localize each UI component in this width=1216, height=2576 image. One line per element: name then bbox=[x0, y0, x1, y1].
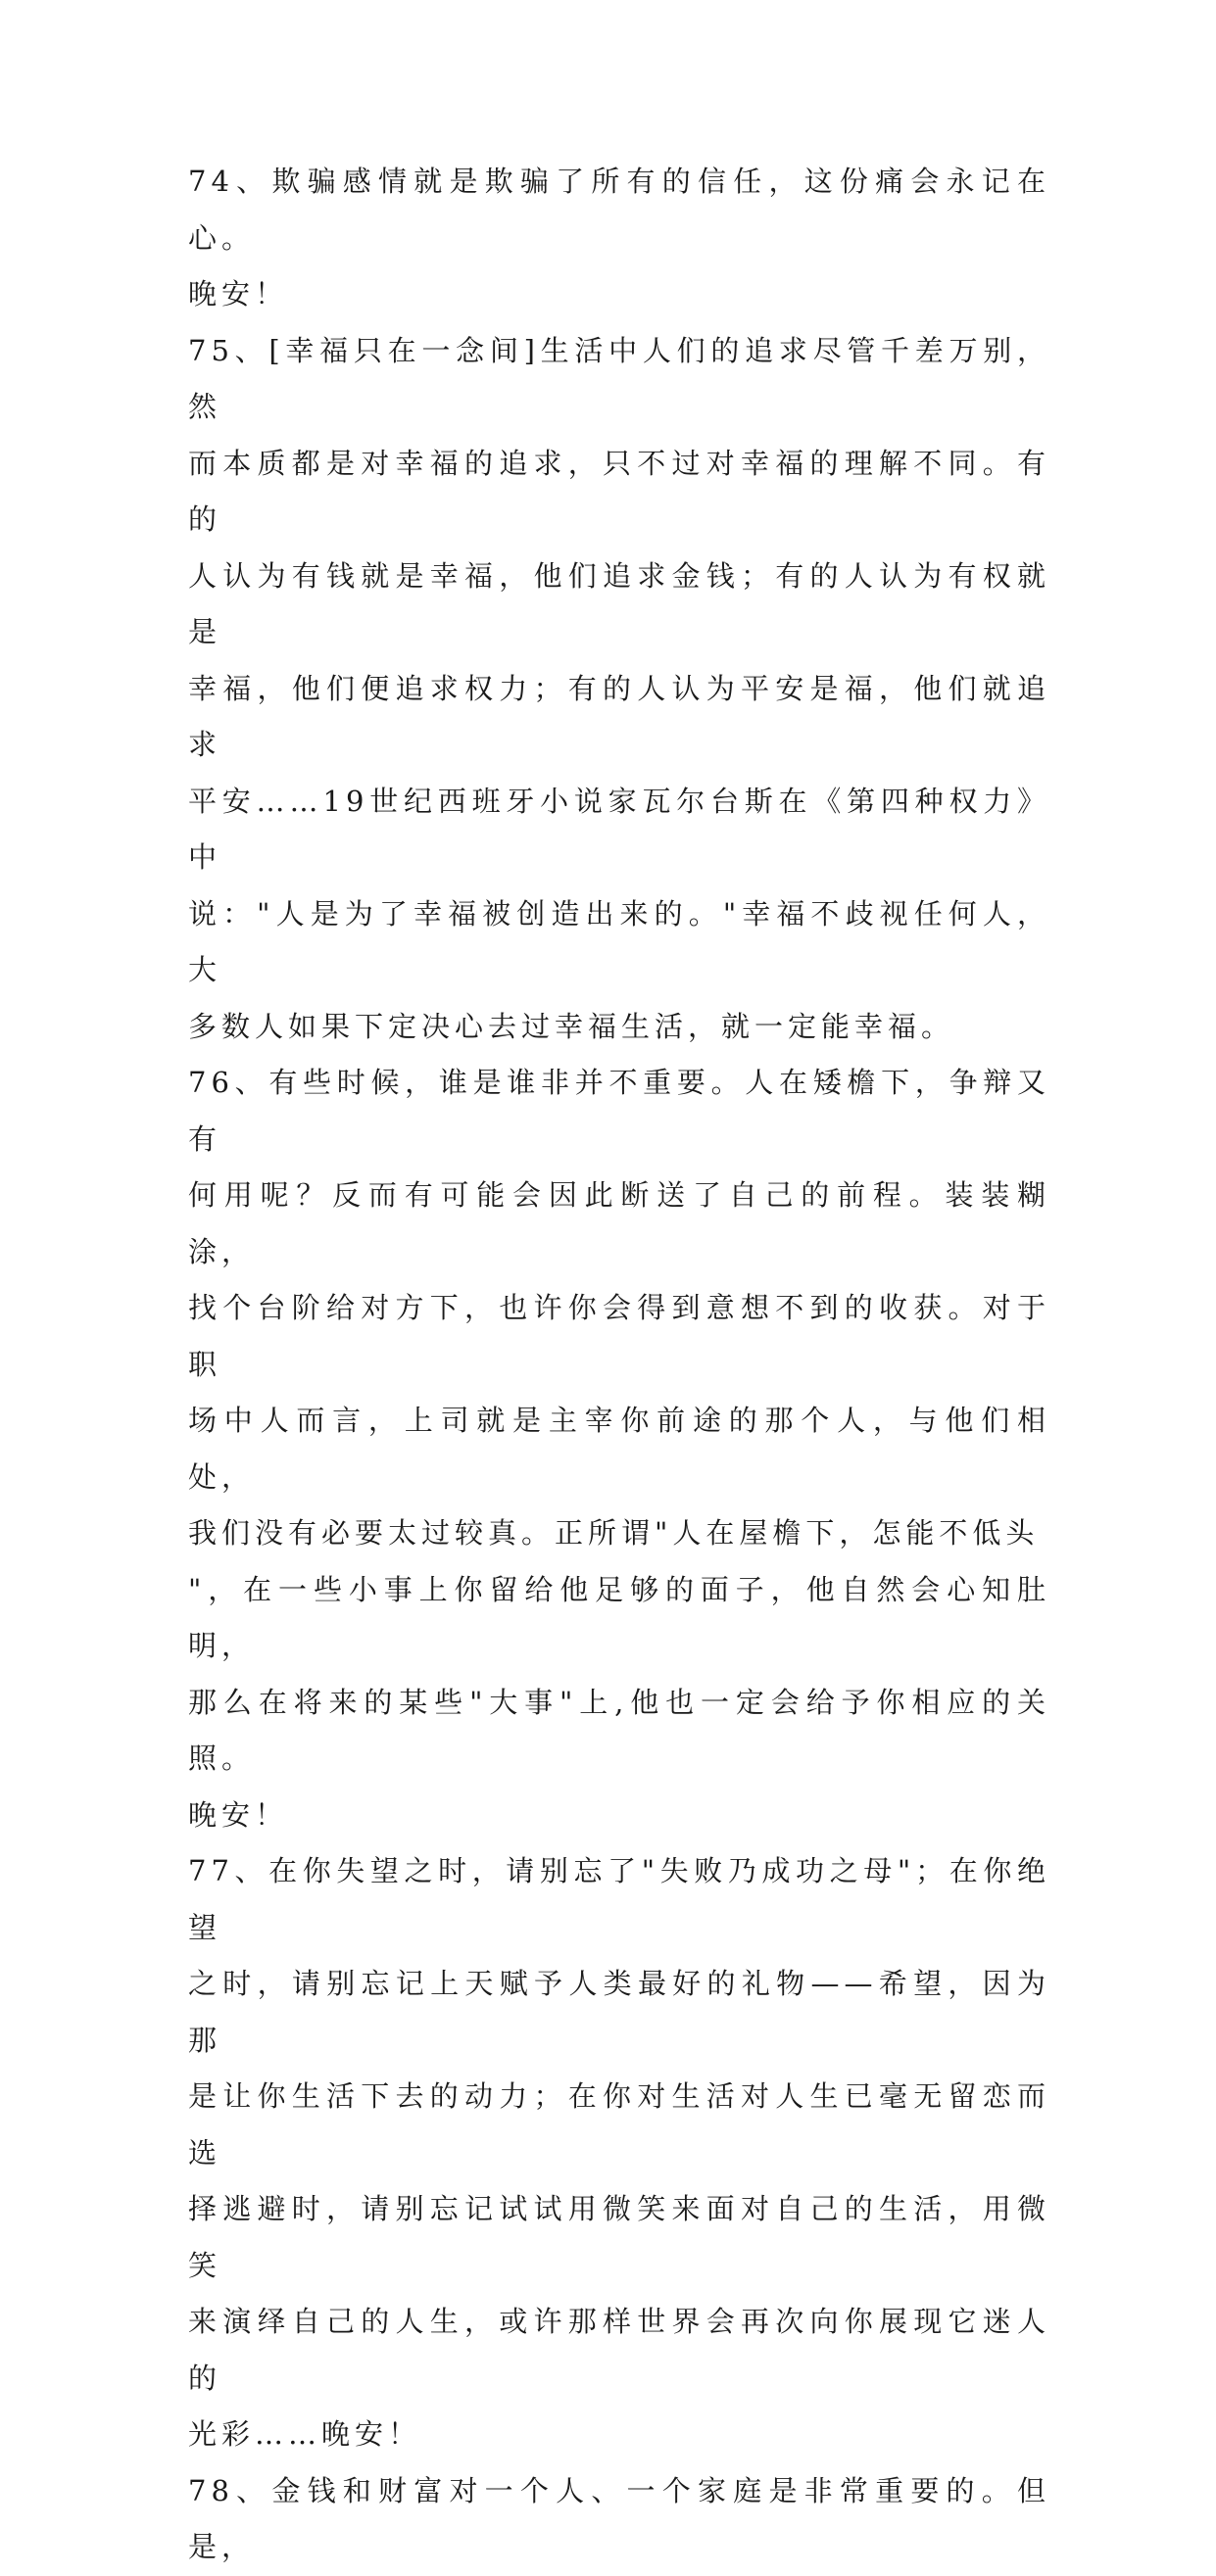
text-line: 择逃避时，请别忘记试试用微笑来面对自己的生活，用微笑 bbox=[188, 2192, 1050, 2282]
text-line: 平安……19世纪西班牙小说家瓦尔台斯在《第四种权力》中 bbox=[188, 784, 1050, 874]
paragraph-78 bbox=[188, 2463, 1050, 2576]
text-line: 78、金钱和财富对一个人、一个家庭是非常重要的。但是， bbox=[188, 2473, 1050, 2563]
text-line: 晚安！ bbox=[188, 1797, 289, 1832]
text-line: 74、欺骗感情就是欺骗了所有的信任，这份痛会永记在心。 bbox=[188, 165, 1050, 255]
text-line: 人认为有钱就是幸福，他们追求金钱；有的人认为有权就是 bbox=[188, 558, 1050, 648]
text-line: 是让你生活下去的动力；在你对生活对人生已毫无留恋而选 bbox=[188, 2079, 1050, 2170]
text-line: 那么在将来的某些"大事"上,他也一定会给予你相应的关照。 bbox=[188, 1685, 1050, 1775]
text-line: 77、在你失望之时，请别忘了"失败乃成功之母"；在你绝望 bbox=[188, 1854, 1050, 1944]
text-line: 76、有些时候，谁是谁非并不重要。人在矮檐下，争辩又有 bbox=[188, 1066, 1050, 1156]
paragraph-75 bbox=[188, 323, 1050, 1056]
text-line: 幸福，他们便追求权力；有的人认为平安是福，他们就追求 bbox=[188, 671, 1050, 761]
text-line: 场中人而言，上司就是主宰你前途的那个人，与他们相处， bbox=[188, 1404, 1050, 1494]
text-line: 光彩……晚安！ bbox=[188, 2417, 422, 2451]
paragraph-76 bbox=[188, 1055, 1050, 1843]
text-line: 何用呢？反而有可能会因此断送了自己的前程。装装糊涂， bbox=[188, 1178, 1050, 1268]
text-line: "，在一些小事上你留给他足够的面子，他自然会心知肚明， bbox=[188, 1572, 1050, 1662]
text-line: 75、[幸福只在一念间]生活中人们的追求尽管千差万别，然 bbox=[188, 333, 1050, 423]
paragraph-77 bbox=[188, 1843, 1050, 2463]
text-line: 说："人是为了幸福被创造出来的。"幸福不歧视任何人，大 bbox=[188, 896, 1050, 986]
text-line: 找个台阶给对方下，也许你会得到意想不到的收获。对于职 bbox=[188, 1291, 1050, 1381]
text-line: 来演绎自己的人生，或许那样世界会再次向你展现它迷人的 bbox=[188, 2305, 1050, 2395]
paragraph-74 bbox=[188, 154, 1050, 323]
text-line: 而本质都是对幸福的追求，只不过对幸福的理解不同。有的 bbox=[188, 446, 1050, 536]
text-line: 多数人如果下定决心去过幸福生活，就一定能幸福。 bbox=[188, 1009, 955, 1043]
text-line: 我们没有必要太过较真。正所谓"人在屋檐下，怎能不低头 bbox=[188, 1516, 1040, 1550]
document-body bbox=[188, 154, 1050, 2576]
text-line: 晚安！ bbox=[188, 277, 289, 310]
text-line: 之时，请别忘记上天赋予人类最好的礼物——希望，因为那 bbox=[188, 1967, 1050, 2057]
